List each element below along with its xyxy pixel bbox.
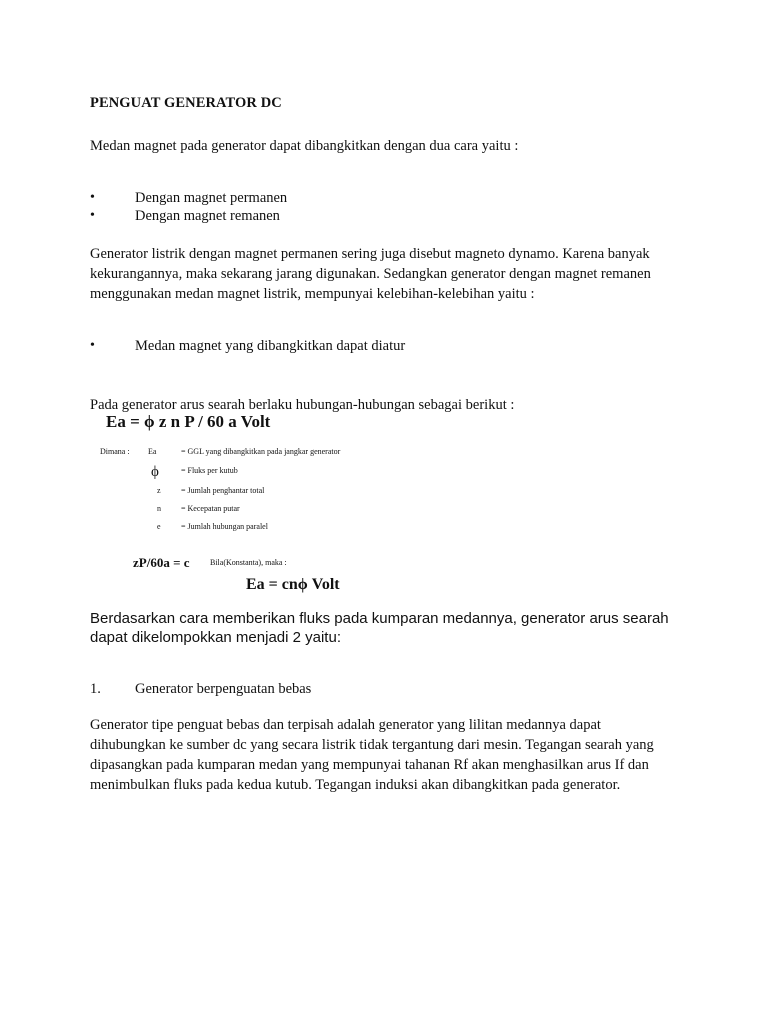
paragraph-line: menimbulkan fluks pada kedua kutub. Tegangan induksi akan dibangkitkan pada generator. xyxy=(90,777,621,793)
paragraph-magnet-types xyxy=(90,244,690,304)
equation-simplified: Ea = cnϕ Volt xyxy=(246,576,340,593)
definitions-label: Dimana : xyxy=(100,447,130,456)
paragraph-line: dapat dikelompokkan menjadi 2 yaitu: xyxy=(90,629,341,646)
definition-desc: = Jumlah hubungan paralel xyxy=(181,522,268,531)
intro-text: Medan magnet pada generator dapat dibangkitkan dengan dua cara yaitu : xyxy=(90,138,519,154)
bullet-item-permanent: Dengan magnet permanen xyxy=(135,190,288,206)
definition-desc: = Fluks per kutub xyxy=(181,466,238,475)
paragraph-separately-excited xyxy=(90,715,690,795)
bullet-item-adjustable: Medan magnet yang dibangkitkan dapat diatur xyxy=(135,338,406,354)
paragraph-line: dipasangkan pada kumparan medan yang mempunyai tahanan Rf akan menghasilkan arus If dan xyxy=(90,757,649,773)
paragraph-line: Berdasarkan cara memberikan fluks pada kumparan medannya, generator arus searah xyxy=(90,610,669,627)
definition-symbol: n xyxy=(157,504,161,513)
equation-main: Ea = ϕ z n P / 60 a Volt xyxy=(106,412,271,431)
paragraph-line: menggunakan medan magnet listrik, mempunyai kelebihan-kelebihan yaitu : xyxy=(90,286,535,302)
definition-symbol: e xyxy=(157,522,161,531)
equation-constant: zP/60a = c xyxy=(133,555,190,570)
definition-symbol: Ea xyxy=(148,447,157,456)
document-title: PENGUAT GENERATOR DC xyxy=(90,95,282,111)
paragraph-line: dihubungkan ke sumber dc yang secara listrik tidak tergantung dari mesin. Tegangan searah yang xyxy=(90,737,654,753)
definition-desc: = Jumlah penghantar total xyxy=(181,486,265,495)
definition-symbol: z xyxy=(157,486,161,495)
definition-desc: = GGL yang dibangkitkan pada jangkar generator xyxy=(181,447,341,456)
paragraph-relations: Pada generator arus searah berlaku hubungan-hubungan sebagai berikut : xyxy=(90,397,515,413)
bullet-icon: • xyxy=(90,338,95,353)
definition-symbol: ϕ xyxy=(151,464,159,480)
definition-desc: = Kecepatan putar xyxy=(181,504,240,513)
bullet-icon: • xyxy=(90,208,95,223)
numbered-item-separately-excited: Generator berpenguatan bebas xyxy=(135,681,312,697)
paragraph-line: Generator tipe penguat bebas dan terpisah adalah generator yang lilitan medannya dapat xyxy=(90,717,601,733)
equation-constant-note: Bila(Konstanta), maka : xyxy=(210,558,287,567)
paragraph-classification xyxy=(90,609,690,647)
numbered-marker: 1. xyxy=(90,681,101,697)
paragraph-line: kekurangannya, maka sekarang jarang digunakan. Sedangkan generator dengan magnet remanen xyxy=(90,266,651,282)
paragraph-line: Generator listrik dengan magnet permanen sering juga disebut magneto dynamo. Karena banyak xyxy=(90,246,650,262)
bullet-icon: • xyxy=(90,190,95,205)
bullet-item-remanent: Dengan magnet remanen xyxy=(135,208,280,224)
